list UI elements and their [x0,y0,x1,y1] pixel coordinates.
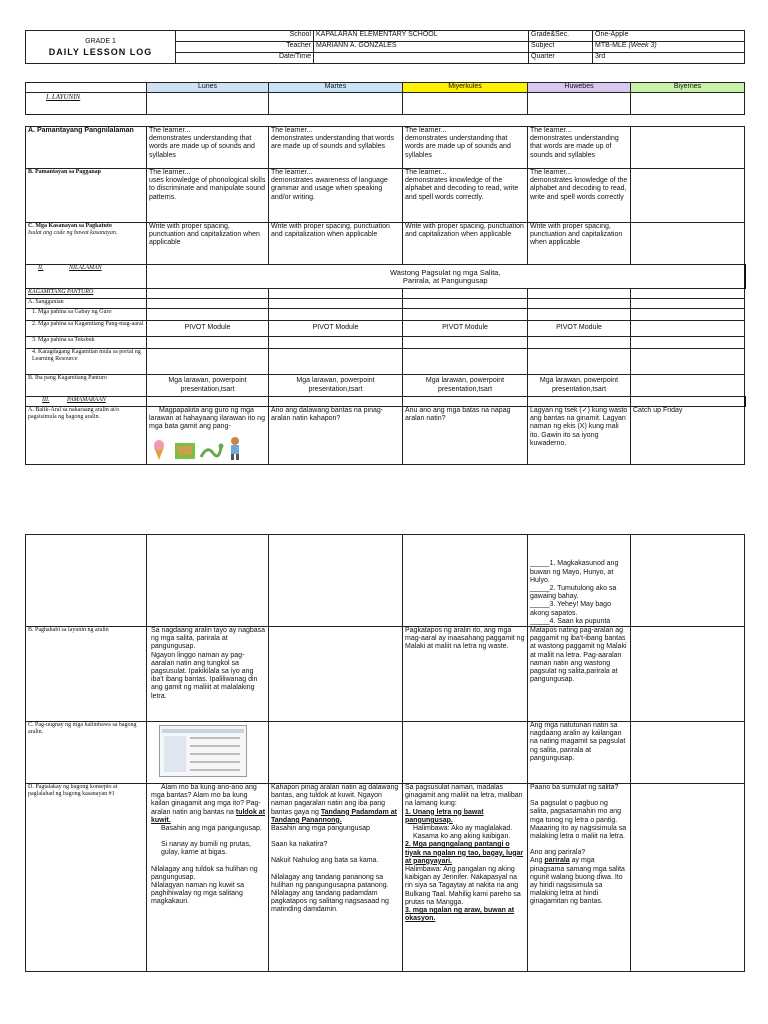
pivot-miyerkules: PIVOT Module [403,321,528,337]
ice-cream-icon [154,440,164,460]
pd-martes-rules: Nilalagay ang tandang pananong sa hulihan ng pangungusapna patanong. Nilalagay ang tandang padamdam pagkatapos ng salitang nagsasaad ng matinding damdamin. [271,873,389,914]
pivot-huwebes: PIVOT Module [528,321,631,337]
pd-miy-rule3: 3. mga ngalan ng araw, buwan at okasyon. [405,907,515,923]
subject-label: Subject [529,42,593,53]
kagamitan-miyerkules: Mga larawan, powerpoint presentation,tsart [403,375,528,397]
chart-thumbnail [159,725,247,777]
pd-martes-intro: Kahapon pinag aralan natin ag dalawang bantas, ang tuldok at kuwit. Ngayon naman pagaralan natin ang iba pang bantas gaya ng Tandang Padamdam at Tandang Panannong. [271,784,399,824]
pd-lunes-basahin: Basahin ang mga pangungusap. [161,825,262,833]
cell-a-lunes: The learner... demonstrates understanding that words are made up of sounds and syllables [147,127,269,169]
cell-pd-martes [269,784,403,972]
cell-pd-huwebes [528,784,631,972]
pd-martes-example1: Saan ka nakatira? [271,841,328,849]
cell-cont-huwebes: _____1. Magkakasunod ang buwan ng Mayo, Hunyo, at Hulyo. _____2. Tumutulong ako sa gawaing bahay. _____3. Yehey! May bago akong sapatos. _____4. Saan ka pupunta [528,535,631,627]
cell-pb-martes [269,627,403,722]
kagamitan-huwebes: Mga larawan, powerpoint presentation,tsart [528,375,631,397]
day-header-biyernes: Biyernes [631,83,745,93]
grass-icon [175,443,195,459]
pd-miy-rule1-ex: Halimbawa: Ako ay maglalakad. Kasama ko ang aking kaibigan. [413,825,513,841]
kagamitan-martes: Mga larawan, powerpoint presentation,tsart [269,375,403,397]
pd-lunes-intro: Alam mo ba kung ano-ano ang mga bantas? Alam mo ba kung kailan ginagamit ang mga ito? Pag-aralan natin ang bantas na tuldok at kuwit. [151,784,266,824]
chart-thumbnail-svg [160,726,246,776]
pivot-martes: PIVOT Module [269,321,403,337]
cell-c-martes: Write with proper spacing, punctuation and capitalization when applicable [269,223,403,265]
cell-b-miyerkules: The learner... demonstrates knowledge of the alphabet and decoding to read, write and spell words correctly. [403,169,528,223]
cell-a-miyerkules: The learner... demonstrates understanding that words are made up of sounds and syllables [403,127,528,169]
s1-label: 1. Mga pahina sa Gabay ng Guro [26,309,147,321]
row-label-kasanayan [26,223,147,265]
cell-pb-huwebes: Matapos nating pag-aralan ag paggamit ng iba't-ibang bantas at wastong paggamit ng Malaki at maliit na letra. Pag-aaralan naman natin ang wastong pagsulat ng salita,parirala at pangungusap. [528,627,631,722]
cell-a-biyernes [631,127,745,169]
cell-ba-biyernes: Catch up Friday [631,407,745,465]
section-layunin: I. LAYUNIN [26,93,147,115]
pd-miy-intro: Sa pagsusulat naman, madalas ginagamit ang maliiit na letra, maliban na lamang kung: [405,784,523,808]
pd-martes-basahin: Basahin ang mga pangungusap [271,825,370,833]
s4-label: 4. Karagdagang Kagamitan mula sa portal ng Learning Resource [26,349,147,375]
cell-ba-lunes [147,407,269,465]
pag-uugnay-label: C. Pag-uugnay ng mga halimbawa sa bagong aralin. [26,722,147,784]
section-pamamaraan: III. PAMAMARAAN [26,397,147,407]
sanggunian-label: A. Sanggunian [26,299,147,309]
pd-lunes-example: Si nanay ay bumili ng prutas, gulay, karne at bigas. [161,841,251,857]
day-header-martes: Martes [269,83,403,93]
snake-icon [201,444,224,458]
header-table [25,30,745,64]
cell-pc-miyerkules [403,722,528,784]
grade-sec-value: One-Apple [593,31,745,42]
cell-pb-biyernes [631,627,745,722]
s3-label: 3. Mga pahina sa Teksbuk [26,337,147,349]
grade-label: GRADE 1 [85,38,116,45]
cell-ba-miyerkules: Anu ano ang mga batas na napag aralan natin? [403,407,528,465]
cell-pc-lunes [147,722,269,784]
pd-huw-q2: Ano ang parirala? [530,849,586,857]
cell-pd-lunes [147,784,269,972]
paghahabi-label: B. Paghahabi sa layunin ng aralin [26,627,147,722]
section-nilalaman: II. NILALAMAN [26,265,147,289]
cell-pc-biyernes [631,722,745,784]
quarter-label: Quarter [529,53,593,64]
cell-pb-lunes: Sa nagdaang aralin tayo ay nagbasa ng mga salita, parirala at pangungusap. Ngayon linggo naman ay pag-aaralan natin ang tungkol sa pagsusulat. Ipakikilala sa iyo ang iba't ibang bantas. Ipaliliwanag din ang gamit ng maliiit at malalaking letra. [147,627,269,722]
cell-ba-martes: Ano ang dalawang bantas na pinag-aralan natin kahapon? [269,407,403,465]
header-title-cell [26,31,176,64]
pd-huw-q1: Paano ba sumulat ng salita? [530,784,619,791]
cell-b-martes: The learner... demonstrates awareness of language grammar and usage when speaking and/or writing. [269,169,403,223]
cell-c-biyernes [631,223,745,265]
cell-ba-huwebes: Lagyan ng tsek (✓) kung wasto ang bantas na ginamit. Lagyan naman ng ekis (X) kung mali ito. Gawin ito sa iyong kuwaderno. [528,407,631,465]
subject-value: MTB-MLE (Week 3) [593,42,745,53]
cell-b-huwebes: The learner... demonstrates knowledge of the alphabet and decoding to read, write and spell words correctly [528,169,631,223]
child-icon [231,437,239,460]
kasanayan-label: C. Mga Kasanayan sa Pagkatuto [28,223,112,229]
cell-c-huwebes: Write with proper spacing, punctuation and capitalization when applicable [528,223,631,265]
row-label-pamantayang-pangnilalaman: A. Pamantayang Pangnilalaman [26,127,147,169]
grade-sec-label: Grade&Sec. [529,31,593,42]
datetime-label: Date/Time [176,53,314,64]
ba-lunes-text: Magpapakita ang guro ng mga larawan at hahayaang ilarawan ito ng mga bata gamit ang pang- [149,407,265,431]
pd-miy-rule2: 2. Mga pangngalang pantangi o tiyak na ngalan ng tao, bagay, lugar at pangyayari. [405,841,524,865]
kagamitan-lunes: Mga larawan, powerpoint presentation,tsart [147,375,269,397]
pd-huw-a1: Sa pagsulat o pagbuo ng salita, pagsasamahin mo ang mga tunog ng letra o pantig. Maaaring ito ay nagsisimula sa malaking letra o maliit na letra. [530,800,627,841]
cell-pc-huwebes: Ang mga natutunan natin sa nagdaang aralin ay kailangan na nating magamit sa pagsulat ng salita, parirala at pangungusap. [528,722,631,784]
cell-c-lunes: Write with proper spacing, punctuation and capitalization when applicable [147,223,269,265]
pivot-lunes: PIVOT Module [147,321,269,337]
cell-pb-miyerkules: Pagkatapos ng aralin ito, ang mga mag-aaral ay inaasahang paggamit ng Malaki at maliit na letra ng waste. [403,627,528,722]
cell-pd-miyerkules [403,784,528,972]
pictures-row [149,435,267,461]
datetime-value [314,53,529,64]
cell-c-miyerkules: Write with proper spacing, punctuation and capitalization when applicable [403,223,528,265]
s2-label: 2. Mga pahina sa Kagamitang Pang-mag-aaral [26,321,147,337]
balik-aral-label: A. Balik-Aral sa nakaraang aralin at/o pagsisimula ng bagong aralin. [26,407,147,465]
kagamitan-label: KAGAMITANG PANTURO [26,289,147,299]
cell-a-huwebes: The learner... demonstrates understanding that words are made up of sounds and syllables [528,127,631,169]
cell-pd-biyernes [631,784,745,972]
cell-b-lunes: The learner... uses knowledge of phonological skills to discriminate and manipulate sound patterns. [147,169,269,223]
teacher-value: MARIANN A. GONZALES [314,42,529,53]
pd-huw-a2: Ang parirala ay mga pinagsama samang mga salita ngunit walang buong diwa. Ito ay hindi nagsisimula sa malaking letra at hindi ginagamitan ng bantas. [530,857,625,906]
pagtalakay-label: D. Pagtalakay ng bagong konsepto at paglalahad ng bagong kasanayan #1 [26,784,147,972]
day-header-lunes: Lunes [147,83,269,93]
day-header-miyerkules: Miyerkules [403,83,528,93]
pictures-svg [149,435,267,461]
pd-miy-rule1: 1. Unang letra ng bawat pangungusap. [405,808,484,824]
day-header-huwebes: Huwebes [528,83,631,93]
subject-week: (Week 3) [628,42,657,49]
pd-lunes-rules: Nilalagay ang tuldok sa hulihan ng pangungusap. Nilalagyan naman ng kuwit sa paghihiwalay ng mga salitang magkakauri. [151,865,258,906]
nilalaman-value: Wastong Pagsulat ng mga Salita, Parirala, at Pangungusap [147,265,745,289]
kasanayan-sub: Isulat ang code ng bawat kasanayan. [28,230,118,236]
quarter-value: 3rd [593,53,745,64]
teacher-label: Teacher [176,42,314,53]
school-label: School [176,31,314,42]
cell-pc-martes [269,722,403,784]
cell-b-biyernes [631,169,745,223]
lesson-table-page2 [25,534,745,972]
pd-miy-rule2-ex: Halimbawa: Ang pangalan ng aking kaibigan ay Jennifer. Nakapasyal na rin siya sa Tagaytay at nakita na ang Bulkang Taal. Mahilig kami pareho sa prutas na Mangga. [405,866,521,906]
row-label-pamantayan-pagganap: B. Pamantayan sa Pagganap [26,169,147,223]
log-title: DAILY LESSON LOG [48,47,153,57]
lesson-table-page1 [25,82,746,465]
iba-pang-kagamitan-label: B. Iba pang Kagamitang Panturo [26,375,147,397]
cell-a-martes: The learner... demonstrates understanding that words are made up of sounds and syllables [269,127,403,169]
school-value: KAPALARAN ELEMENTARY SCHOOL [314,31,529,42]
pd-martes-example2: Nakui! Nahulog ang bata sa kama. [271,857,379,865]
